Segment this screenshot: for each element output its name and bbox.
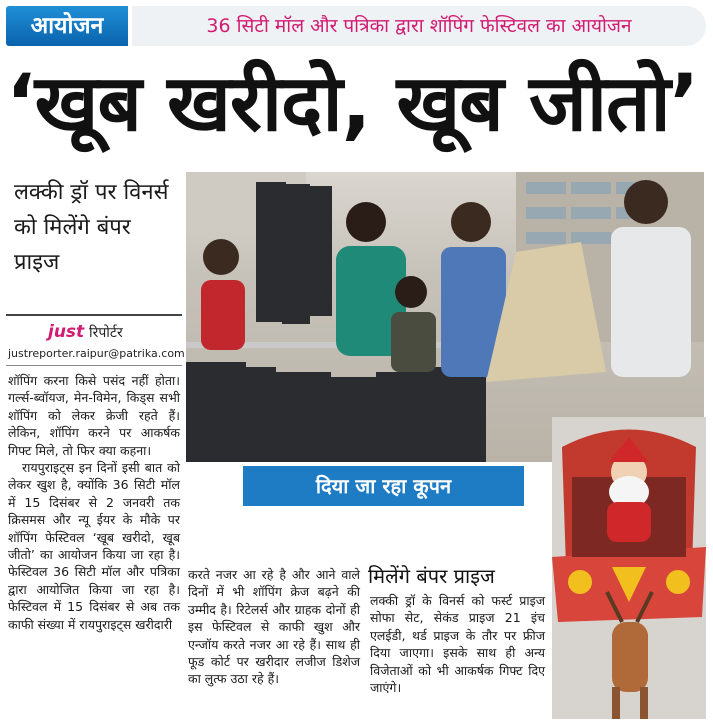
- paragraph: रायपुराइट्स इन दिनों इसी बात को लेकर खुश है, क्योंकि 36 सिटी मॉल में 15 दिसंबर से 2 जनवरी तक क्रिसमस और न्यू ईयर के मौके पर शॉपिंग फेस्टिवल ‘खूब खरीदो, खूब जीतो’ का आयोजन किया जा रहा है। फेस्टिवल 36 सिटी मॉल और पत्रिका द्वारा आयोजित किया जा रहा है। फेस्टिवल में 15 दिसंबर से अब तक काफी संख्या में रायपुराइट्स खरीदारी: [8, 460, 180, 632]
- santa-illustration: [552, 417, 706, 719]
- kicker: 36 सिटी मॉल और पत्रिका द्वारा शॉपिंग फेस्टिवल का आयोजन: [132, 6, 706, 46]
- paragraph: शॉपिंग करना किसे पसंद नहीं होता। गर्ल्स-ब्वॉयज, मेन-विमेन, किड्स सभी शॉपिंग को लेकर क्रेजी रहते हैं। लेकिन, शॉपिंग करने पर आकर्षक गिफ्ट मिले, तो फिर क्या कहना।: [8, 373, 180, 458]
- byline-role: रिपोर्टर: [88, 325, 123, 341]
- santa-photo: [552, 417, 706, 719]
- divider: [6, 365, 182, 366]
- top-strip: [6, 6, 706, 46]
- photo-caption: दिया जा रहा कूपन: [243, 466, 524, 506]
- subhead: लक्की ड्रॉ पर विनर्स को मिलेंगे बंपर प्राइज: [14, 180, 169, 275]
- byline: [48, 322, 123, 342]
- body-column-3: [370, 592, 545, 696]
- body-column-2: [188, 566, 360, 688]
- paragraph: करते नजर आ रहे है और आने वाले दिनों में भी शॉपिंग क्रेज बढ़ने की उम्मीद है। रिटेलर्स और ग्राहक दोनों ही इस फेस्टिवल से काफी खुश और एन्जॉय करते नजर आ रहे हैं। साथ ही फूड कोर्ट पर खरीदार लजीज डिशेज का लुत्फ उठा रहे हैं।: [188, 567, 360, 687]
- section-tag: आयोजन: [6, 6, 128, 46]
- divider: [6, 314, 182, 316]
- subheading: मिलेंगे बंपर प्राइज: [368, 564, 495, 588]
- reporter-email[interactable]: justreporter.raipur@patrika.com: [8, 347, 185, 360]
- byline-brand: just: [48, 322, 85, 342]
- headline: ‘खूब खरीदो, खूब जीतो’: [6, 59, 699, 149]
- body-column-1: [8, 372, 180, 633]
- paragraph: लक्की ड्रॉ के विनर्स को फर्स्ट प्राइज सोफा सेट, सेकंड प्राइज 21 इंच एलईडी, थर्ड प्राइज के तौर पर फ्रीज दिया जाएगा। इसके साथ ही अन्य विजेताओं को भी आकर्षक गिफ्ट दिए जाएंगे।: [370, 593, 545, 696]
